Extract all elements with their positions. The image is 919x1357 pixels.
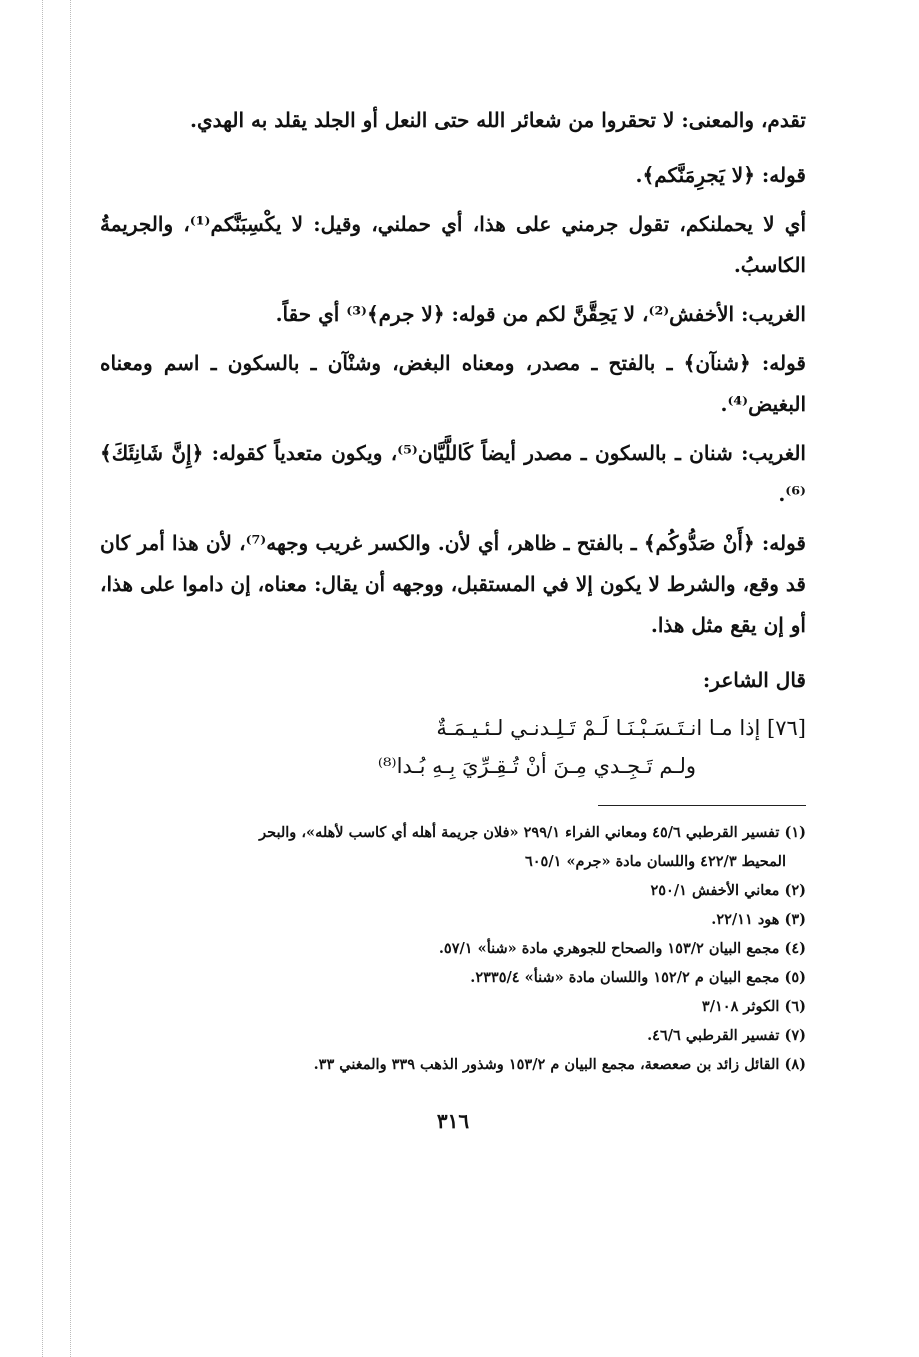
scan-edge-dots-left — [42, 0, 43, 1357]
poet-label: قال الشاعر: — [702, 668, 806, 692]
paragraph-4: الغريب: الأخفش⁽²⁾، لا يَحِقَّنَّ لكم من قوله: ﴿لا جرم﴾⁽³⁾ أي حقاً. — [275, 302, 806, 326]
footnote-4: (٤) مجمع البيان ١٥٣/٢ والصحاح للجوهري مادة «شنأ» ٥٧/١. — [438, 940, 806, 957]
paragraph-5: قوله: ﴿شنآن﴾ ـ بالفتح ـ مصدر، ومعناه البغض، وشنْآن ـ بالسكون ـ اسم ومعناه البغيض⁽⁴⁾. — [100, 351, 806, 416]
paragraph-2: قوله: ﴿لا يَجرِمَنَّكم﴾. — [635, 163, 806, 187]
paragraph-3: أي لا يحملنكم، تقول جرمني على هذا، أي حملني، وقيل: لا يكْسِبَنَّكم⁽¹⁾، والجريمةُ الكاسبُ. — [100, 212, 807, 277]
scan-edge-dots-inner — [70, 0, 71, 1357]
footnotes — [100, 818, 806, 1079]
footnote-1: (١) تفسير القرطبي ٤٥/٦ ومعاني الفراء ٢٩٩/١ «فلان جريمة أهله أي كاسب لأهله»، والبحر — [259, 824, 806, 841]
paragraph-7: قوله: ﴿أَنْ صَدُّوكُم﴾ ـ بالفتح ـ ظاهر، أي لأن. والكسر غريب وجهه⁽⁷⁾، لأن هذا أمر كان قد وقع، والشرط لا يكون إلا في المستقبل، ووجهه أن يقال: معناه، إن داموا على هذا، أو إن يقع مثل هذا. — [100, 531, 806, 637]
poem-verse — [100, 709, 806, 785]
main-text — [100, 100, 806, 701]
footnote-6: (٦) الكوثر ٣/١٠٨ — [701, 998, 806, 1015]
footnote-1-continued: المحيط ٤٢٢/٣ واللسان مادة «جرم» ٦٠٥/١ — [524, 853, 786, 870]
footnote-2: (٢) معاني الأخفش ٢٥٠/١ — [650, 882, 806, 899]
verse-line-1: [٧٦] إذا مـا انـتَـسَـبْـنَـا لَـمْ تَـلِـدنـي لـئـيـمَـةٌ — [436, 716, 806, 740]
paragraph-1: تقدم، والمعنى: لا تحقروا من شعائر الله حتى النعل أو الجلد يقلد به الهدي. — [190, 108, 806, 132]
footnote-3: (٣) هود ٢٢/١١. — [711, 911, 806, 928]
paragraph-6: الغريب: شنان ـ بالسكون ـ مصدر أيضاً كَاللَّيَّان⁽⁵⁾، ويكون متعدياً كقوله: ﴿إِنَّ شَانِئَكَ﴾⁽⁶⁾. — [100, 441, 806, 506]
verse-line-2: ولـم تَـجِـدي مِـنَ أنْ تُـقِـرِّيَ بِـهِ بُـدا⁽⁸⁾ — [377, 754, 696, 778]
footnote-8: (٨) القائل زائد بن صعصعة، مجمع البيان م ١٥٣/٢ وشذور الذهب ٣٣٩ والمغني ٣٣. — [313, 1056, 806, 1073]
footnote-separator — [598, 805, 806, 806]
page-number: ٣١٦ — [436, 1109, 470, 1133]
footnote-5: (٥) مجمع البيان م ١٥٢/٢ واللسان مادة «شنأ» ٢٣٣٥/٤. — [470, 969, 806, 986]
footnote-7: (٧) تفسير القرطبي ٤٦/٦. — [647, 1027, 806, 1044]
book-page — [100, 100, 806, 1133]
